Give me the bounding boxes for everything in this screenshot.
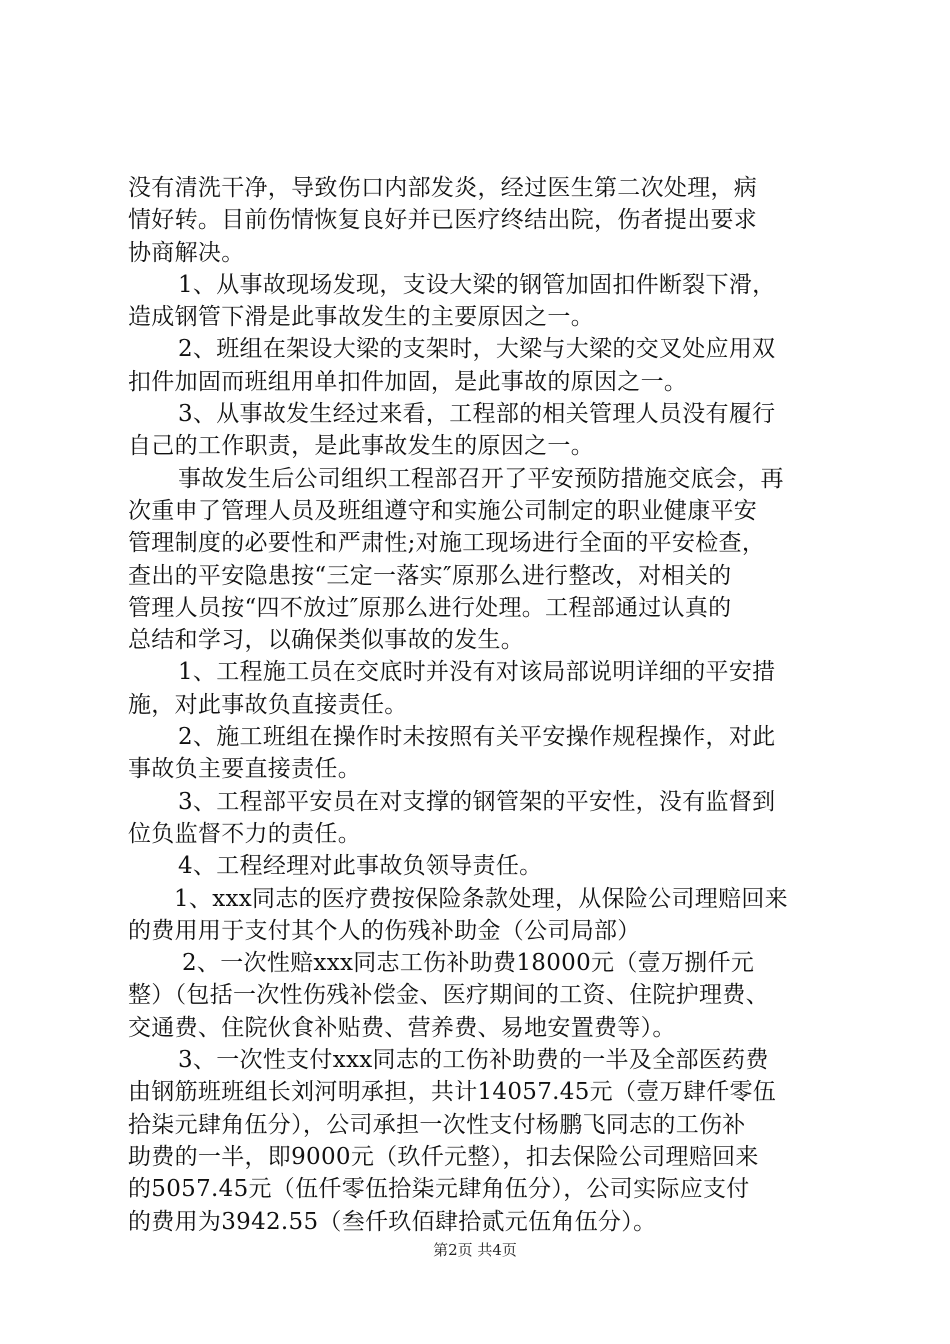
text-line: 扣件加固而班组用单扣件加固，是此事故的原因之一。 [128, 368, 688, 395]
text-line: 次重申了管理人员及班组遵守和实施公司制定的职业健康平安 [128, 497, 758, 524]
text-line: 2、一次性赔xxx同志工伤补助费18000元（壹万捌仟元 [182, 950, 755, 977]
text-line: 3、从事故发生经过来看，工程部的相关管理人员没有履行 [178, 401, 776, 428]
text-line: 管理人员按“四不放过″原那么进行处理。工程部通过认真的 [128, 594, 732, 621]
text-line: 自己的工作职责，是此事故发生的原因之一。 [128, 433, 594, 460]
text-line: 的5057.45元（伍仟零伍拾柒元肆角伍分），公司实际应支付 [128, 1176, 750, 1203]
text-line: 1、xxx同志的医疗费按保险条款处理，从保险公司理赔回来 [174, 885, 788, 912]
text-line: 的费用用于支付其个人的伤残补助金（公司局部） [128, 917, 641, 944]
text-line: 位负监督不力的责任。 [128, 820, 361, 847]
text-line: 施，对此事故负直接责任。 [128, 691, 408, 718]
text-line: 事故负主要直接责任。 [128, 756, 361, 783]
text-line: 交通费、住院伙食补贴费、营养费、易地安置费等）。 [128, 1014, 676, 1041]
text-line: 造成钢管下滑是此事故发生的主要原因之一。 [128, 304, 594, 331]
text-line: 管理制度的必要性和严肃性;对施工现场进行全面的平安检查， [128, 530, 766, 557]
text-line: 事故发生后公司组织工程部召开了平安预防措施交底会，再 [178, 465, 784, 492]
text-line: 1、从事故现场发现，支设大梁的钢管加固扣件断裂下滑， [178, 271, 776, 298]
text-line: 助费的一半，即9000元（玖仟元整），扣去保险公司理赔回来 [128, 1143, 759, 1170]
text-line: 整）（包括一次性伤残补偿金、医疗期间的工资、住院护理费、 [128, 982, 769, 1009]
text-line: 拾柒元肆角伍分），公司承担一次性支付杨鹏飞同志的工伤补 [128, 1111, 746, 1138]
text-line: 情好转。目前伤情恢复良好并已医疗终结出院，伤者提出要求 [128, 207, 758, 234]
text-line: 2、班组在架设大梁的支架时，大梁与大梁的交叉处应用双 [178, 336, 776, 363]
text-line: 4、工程经理对此事故负领导责任。 [178, 853, 543, 880]
text-line: 3、工程部平安员在对支撑的钢管架的平安性，没有监督到 [178, 788, 776, 815]
text-line: 由钢筋班班组长刘河明承担，共计14057.45元（壹万肆仟零伍 [128, 1079, 777, 1106]
document-body [128, 172, 834, 1238]
text-line: 1、工程施工员在交底时并没有对该局部说明详细的平安措 [178, 659, 776, 686]
text-line: 的费用为3942.55（叁仟玖佰肆拾贰元伍角伍分）。 [128, 1208, 657, 1235]
text-line: 3、一次性支付xxx同志的工伤补助费的一半及全部医药费 [178, 1047, 769, 1074]
text-line: 2、施工班组在操作时未按照有关平安操作规程操作，对此 [178, 724, 776, 751]
text-line: 总结和学习，以确保类似事故的发生。 [128, 627, 525, 654]
text-line: 协商解决。 [128, 239, 245, 266]
page-footer: 第2页 共4页 [433, 1241, 517, 1259]
text-line: 没有清洗干净，导致伤口内部发炎，经过医生第二次处理，病 [128, 175, 758, 201]
text-line: 查出的平安隐患按“三定一落实″原那么进行整改，对相关的 [128, 562, 732, 589]
